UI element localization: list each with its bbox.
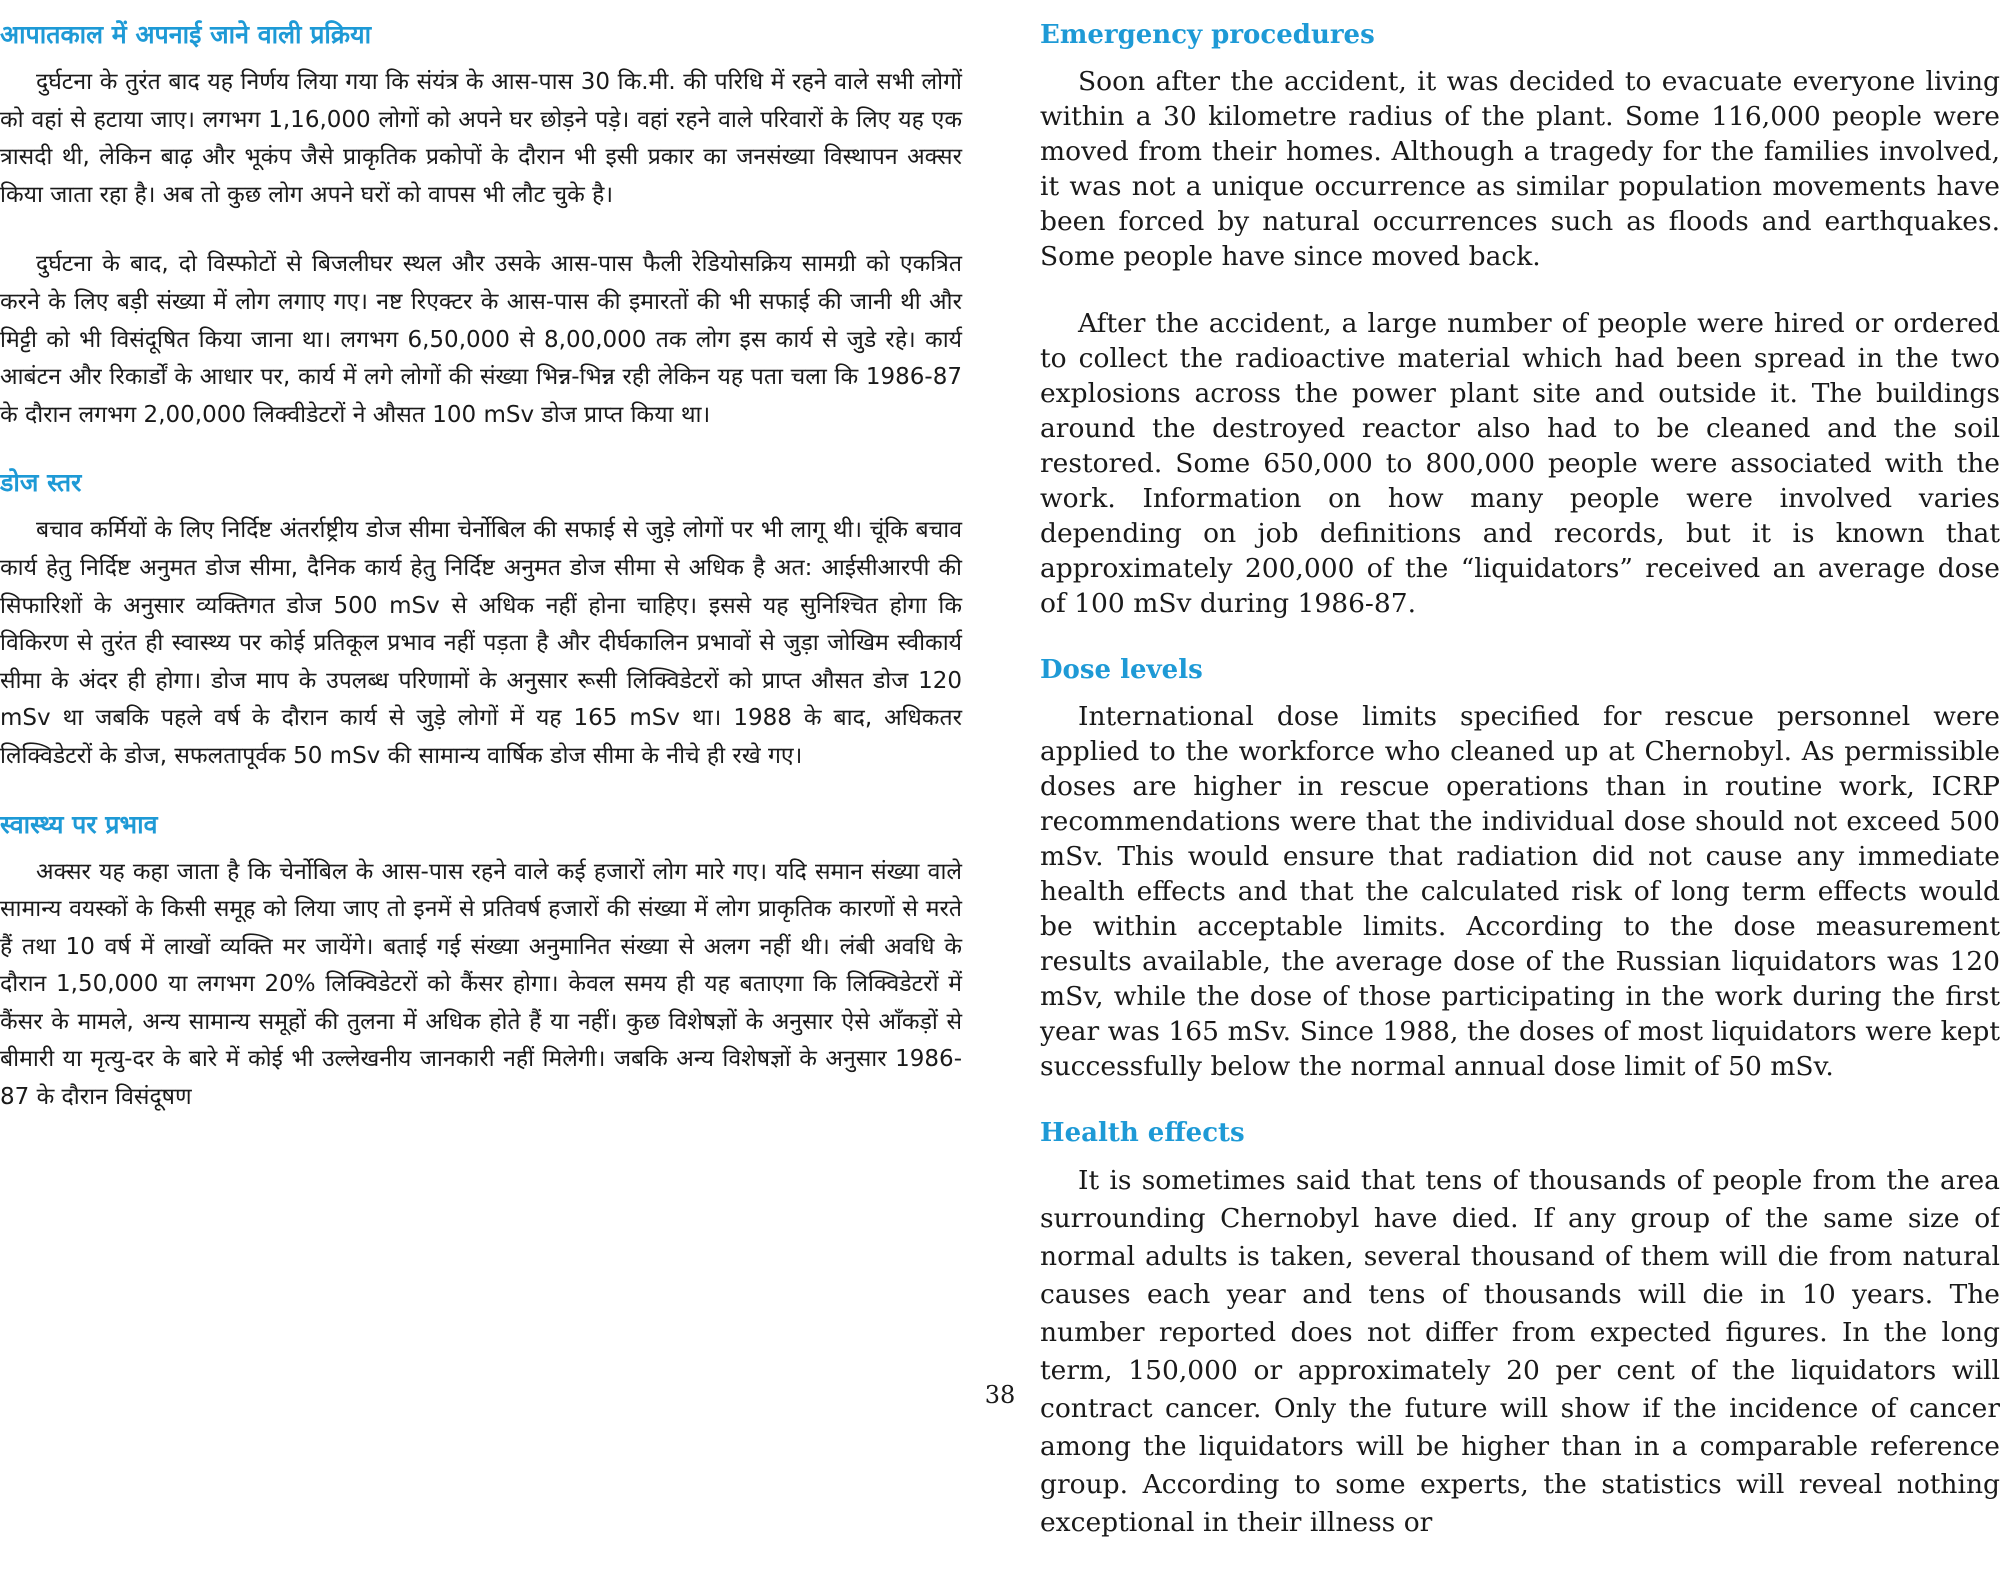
section-heading: आपातकाल में अपनाई जाने वाली प्रक्रिया bbox=[0, 20, 372, 49]
section-dose-levels-en bbox=[1040, 653, 2000, 1084]
paragraph: बचाव कर्मियों के लिए निर्दिष्ट अंतर्राष्ट्रीय डोज सीमा चेर्नोबिल की सफाई से जुड़े लोगों पर भी लागू थी। चूंकि बचाव कार्य हेतु निर्दिष्ट अनुमत डोज सीमा, दैनिक कार्य हेतु निर्दिष्ट अनुमत डोज सीमा से अधिक है अत: आईसीआरपी की सिफारिशों के अनुसार व्यक्तिगत डोज 500 mSv से अधिक नहीं होना चाहिए। इससे यह सुनिश्चित होगा कि विकिरण से तुरंत ही स्वास्थ्य पर कोई प्रतिकूल प्रभाव नहीं पड़ता है और दीर्घकालिन प्रभावों से जुड़ा जोखिम स्वीकार्य सीमा के अंदर ही होगा। डोज माप के उपलब्ध परिणामों के अनुसार रूसी लिक्विडेटरों को प्राप्त औसत डोज 120 mSv था जबकि पहले वर्ष के दौरान कार्य से जुड़े लोगों में यह 165 mSv था। 1988 के बाद, अधिकतर लिक्विडेटरों के डोज, सफलतापूर्वक 50 mSv की सामान्य वार्षिक डोज सीमा के नीचे ही रखे गए। bbox=[0, 517, 962, 769]
section-heading: Health effects bbox=[1040, 1118, 1245, 1148]
english-column bbox=[1040, 18, 2000, 1574]
paragraph: अक्सर यह कहा जाता है कि चेर्नोबिल के आस-पास रहने वाले कई हजारों लोग मारे गए। यदि समान संख्या वाले सामान्य वयस्कों के किसी समूह को लिया जाए तो इनमें से प्रतिवर्ष हजारों की संख्या में लोग प्राकृतिक कारणों से मरते हैं तथा 10 वर्ष में लाखों व्यक्ति मर जायेंगे। बताई गई संख्या अनुमानित संख्या से अलग नहीं थी। लंबी अवधि के दौरान 1,50,000 या लगभग 20% लिक्विडेटरों को कैंसर होगा। केवल समय ही यह बताएगा कि लिक्विडेटरों में कैंसर के मामले, अन्य सामान्य समूहों की तुलना में अधिक होते हैं या नहीं। कुछ विशेषज्ञों के अनुसार ऐसे आँकड़ों से बीमारी या मृत्यु-दर के बारे में कोई भी उल्लेखनीय जानकारी नहीं मिलेगी। जबकि अन्य विशेषज्ञों के अनुसार 1986-87 के दौरान विसंदूषण bbox=[0, 858, 962, 1111]
paragraph: It is sometimes said that tens of thousands of people from the area surrounding Chernobyl have died. If any group of the same size of normal adults is taken, several thousand of them will die from natural causes each year and tens of thousands will die in 10 years. The number reported does not differ from expected figures. In the long term, 150,000 or approximately 20 per cent of the liquidators will contract cancer. Only the future will show if the incidence of cancer among the liquidators will be higher than in a comparable reference group. According to some experts, the statistics will reveal nothing exceptional in their illness or bbox=[1040, 1165, 2000, 1538]
section-health-effects-hi bbox=[0, 808, 962, 1117]
section-heading: डोज स्तर bbox=[0, 468, 82, 498]
section-dose-levels-hi bbox=[0, 466, 962, 775]
section-heading: स्वास्थ्य पर प्रभाव bbox=[0, 809, 158, 839]
page-number: 38 bbox=[984, 1381, 1016, 1409]
hindi-column bbox=[0, 18, 962, 1149]
paragraph: दुर्घटना के तुरंत बाद यह निर्णय लिया गया कि संयंत्र के आस-पास 30 कि.मी. की परिधि में रहने वाले सभी लोगों को वहां से हटाया जाए। लगभग 1,16,000 लोगों को अपने घर छोड़ने पड़े। वहां रहने वाले परिवारों के लिए यह एक त्रासदी थी, लेकिन बाढ़ और भूकंप जैसे प्राकृतिक प्रकोपों के दौरान भी इसी प्रकार का जनसंख्या विस्थापन अक्सर किया जाता रहा है। अब तो कुछ लोग अपने घरों को वापस भी लौट चुके है। bbox=[0, 69, 962, 208]
paragraph: Soon after the accident, it was decided to evacuate everyone living within a 30 kilometre radius of the plant. Some 116,000 people were moved from their homes. Although a tragedy for the families involved, it was not a unique occurrence as similar population movements have been forced by natural occurrences such as floods and earthquakes. Some people have since moved back. bbox=[1040, 66, 2000, 272]
paragraph: दुर्घटना के बाद, दो विस्फोटों से बिजलीघर स्थल और उसके आस-पास फैली रेडियोसक्रिय सामग्री को एकत्रित करने के लिए बड़ी संख्या में लोग लगाए गए। नष्ट रिएक्टर के आस-पास की इमारतों की भी सफाई की जानी थी और मिट्टी को भी विसंदूषित किया जाना था। लगभग 6,50,000 से 8,00,000 तक लोग इस कार्य से जुडे रहे। कार्य आबंटन और रिकार्डों के आधार पर, कार्य में लगे लोगों की संख्या भिन्न-भिन्न रही लेकिन यह पता चला कि 1986-87 के दौरान लगभग 2,00,000 लिक्वीडेटरों ने औसत 100 mSv डोज प्राप्त किया था। bbox=[0, 251, 962, 428]
section-emergency-procedures-hi bbox=[0, 18, 962, 434]
section-heading: Emergency procedures bbox=[1040, 20, 1375, 50]
paragraph: International dose limits specified for rescue personnel were applied to the workforce who cleaned up at Chernobyl. As permissible doses are higher in rescue operations than in routine work, ICRP recommendations were that the individual dose should not exceed 500 mSv. This would ensure that radiation did not cause any immediate health effects and that the calculated risk of long term effects would be within acceptable limits. According to the dose measurement results available, the average dose of the Russian liquidators was 120 mSv, while the dose of those participating in the work during the first year was 165 mSv. Since 1988, the doses of most liquidators were kept successfully below the normal annual dose limit of 50 mSv. bbox=[1040, 701, 2000, 1082]
section-heading: Dose levels bbox=[1040, 655, 1203, 685]
section-health-effects-en bbox=[1040, 1116, 2000, 1542]
section-emergency-procedures-en bbox=[1040, 18, 2000, 621]
paragraph: After the accident, a large number of people were hired or ordered to collect the radioactive material which had been spread in the two explosions across the power plant site and outside it. The buildings around the destroyed reactor also had to be cleaned and the soil restored. Some 650,000 to 800,000 people were associated with the work. Information on how many people were involved varies depending on job definitions and records, but it is known that approximately 200,000 of the “liquidators” received an average dose of 100 mSv during 1986-87. bbox=[1040, 308, 2000, 619]
